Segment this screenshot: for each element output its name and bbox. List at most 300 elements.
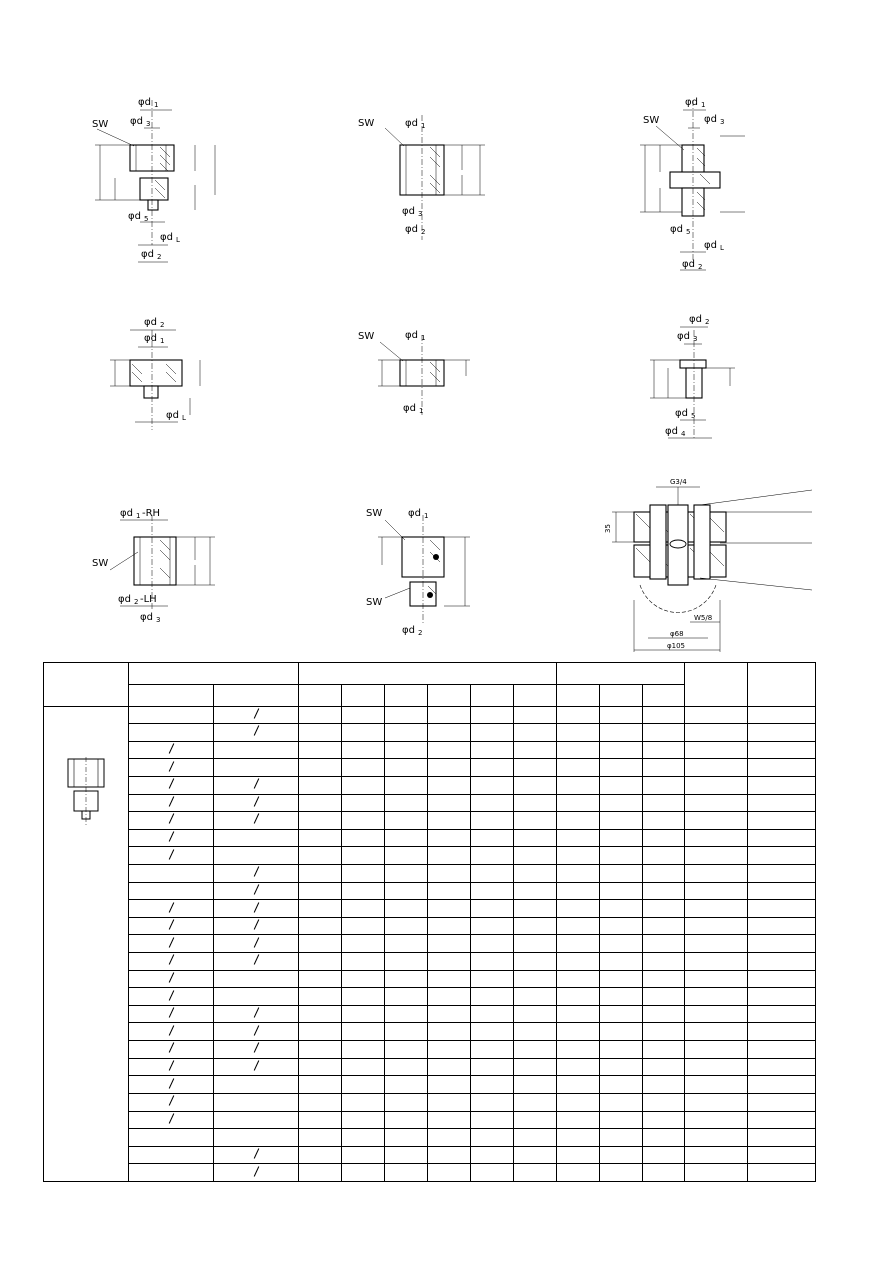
table-cell [471, 900, 514, 918]
svg-text:2: 2 [157, 253, 162, 261]
slash-mark [168, 1043, 174, 1053]
table-cell [471, 1023, 514, 1041]
table-cell [557, 900, 600, 918]
svg-text:SW: SW [92, 558, 109, 569]
table-cell [600, 882, 643, 900]
table-cell [748, 1005, 816, 1023]
table-cell [557, 759, 600, 777]
table-cell [685, 847, 748, 865]
table-cell [600, 741, 643, 759]
table-cell [514, 741, 557, 759]
table-cell [643, 759, 685, 777]
svg-text:φd: φd [144, 317, 157, 328]
slash-mark [168, 1060, 174, 1070]
slash-mark [253, 726, 259, 736]
table-cell [342, 917, 385, 935]
svg-text:L: L [176, 236, 180, 244]
table-cell [428, 1129, 471, 1147]
table-cell [557, 1111, 600, 1129]
table-cell [471, 1005, 514, 1023]
fitting-thumbnail-icon [66, 757, 106, 827]
svg-text:1: 1 [419, 407, 424, 415]
table-row [44, 847, 816, 865]
slash-mark [168, 831, 174, 841]
table-cell [685, 1164, 748, 1182]
table-cell [685, 759, 748, 777]
table-cell [428, 900, 471, 918]
table-cell [643, 882, 685, 900]
slash-mark [253, 814, 259, 824]
table-cell [643, 970, 685, 988]
table-cell [748, 1164, 816, 1182]
table-cell [748, 1023, 816, 1041]
table-cell [385, 970, 428, 988]
table-cell [514, 1093, 557, 1111]
table-cell [600, 970, 643, 988]
slash-mark [168, 902, 174, 912]
product-thumbnail-cell [44, 706, 129, 1182]
table-cell [428, 1164, 471, 1182]
table-cell [557, 1146, 600, 1164]
table-row [44, 917, 816, 935]
table-cell [748, 1129, 816, 1147]
table-cell [514, 953, 557, 971]
table-cell [514, 864, 557, 882]
table-cell [214, 759, 299, 777]
table-cell [643, 917, 685, 935]
table-cell [557, 882, 600, 900]
table-cell [385, 776, 428, 794]
table-cell [342, 1023, 385, 1041]
table-cell [471, 829, 514, 847]
table-cell [428, 759, 471, 777]
svg-text:1: 1 [421, 334, 426, 342]
table-row [44, 759, 816, 777]
table-cell [557, 829, 600, 847]
table-cell [471, 1146, 514, 1164]
table-cell [557, 953, 600, 971]
svg-text:1: 1 [136, 512, 141, 520]
table-cell [643, 1023, 685, 1041]
table-cell [748, 900, 816, 918]
table-cell [557, 706, 600, 724]
table-cell [214, 970, 299, 988]
slash-mark [168, 779, 174, 789]
table-cell [514, 917, 557, 935]
table-cell [299, 1129, 342, 1147]
table-cell [643, 847, 685, 865]
table-cell [342, 1076, 385, 1094]
table-cell [299, 1076, 342, 1094]
table-cell [214, 882, 299, 900]
table-cell [129, 917, 214, 935]
table-cell [643, 724, 685, 742]
table-cell [471, 776, 514, 794]
table-cell [471, 847, 514, 865]
table-cell [342, 935, 385, 953]
table-cell [428, 953, 471, 971]
table-cell [748, 935, 816, 953]
drawing-union [358, 115, 485, 240]
table-cell [385, 953, 428, 971]
table-cell [385, 1058, 428, 1076]
table-cell [342, 1164, 385, 1182]
table-cell [643, 812, 685, 830]
table-cell [557, 988, 600, 1006]
table-cell [643, 1146, 685, 1164]
header-row-1 [44, 663, 816, 685]
table-cell [299, 794, 342, 812]
table-cell [342, 812, 385, 830]
svg-text:3: 3 [693, 335, 698, 343]
table-cell [643, 1005, 685, 1023]
table-cell [299, 882, 342, 900]
table-cell [342, 794, 385, 812]
slash-mark [168, 1096, 174, 1106]
table-row [44, 1111, 816, 1129]
table-cell [643, 741, 685, 759]
table-cell [471, 953, 514, 971]
table-cell [600, 1058, 643, 1076]
table-cell [214, 1023, 299, 1041]
svg-text:φd: φd [128, 211, 141, 222]
table-cell [600, 1129, 643, 1147]
drawing-turnbuckle [92, 508, 215, 624]
table-cell [471, 1058, 514, 1076]
table-cell [385, 706, 428, 724]
table-cell [600, 759, 643, 777]
table-cell [557, 776, 600, 794]
svg-text:φd: φd [402, 206, 415, 217]
table-cell [214, 864, 299, 882]
table-cell [385, 864, 428, 882]
table-cell [643, 1058, 685, 1076]
table-cell [514, 1023, 557, 1041]
slash-mark [253, 779, 259, 789]
table-cell [428, 829, 471, 847]
table-cell [385, 1076, 428, 1094]
table-cell [214, 812, 299, 830]
slash-mark [168, 761, 174, 771]
table-cell [514, 1005, 557, 1023]
table-cell [643, 1129, 685, 1147]
table-cell [299, 776, 342, 794]
table-cell [342, 1093, 385, 1111]
table-cell [129, 970, 214, 988]
table-cell [385, 1111, 428, 1129]
table-cell [299, 1005, 342, 1023]
table-cell [643, 1164, 685, 1182]
table-cell [748, 1076, 816, 1094]
table-cell [385, 759, 428, 777]
table-cell [214, 1146, 299, 1164]
svg-text:2: 2 [698, 263, 703, 271]
table-cell [129, 706, 214, 724]
table-cell [299, 1093, 342, 1111]
drawing-mounting-block [604, 478, 812, 652]
table-cell [342, 900, 385, 918]
table-cell [385, 741, 428, 759]
table-cell [600, 864, 643, 882]
table-cell [471, 794, 514, 812]
table-cell [685, 1129, 748, 1147]
table-cell [514, 724, 557, 742]
table-cell [299, 953, 342, 971]
specification-table [43, 662, 816, 1182]
table-cell [342, 970, 385, 988]
table-cell [129, 1093, 214, 1111]
table-cell [514, 847, 557, 865]
drawing-elbow [366, 508, 470, 637]
table-cell [600, 1146, 643, 1164]
table-cell [557, 794, 600, 812]
slash-mark [168, 1025, 174, 1035]
table-cell [557, 917, 600, 935]
table-cell [129, 759, 214, 777]
table-cell [214, 741, 299, 759]
slash-mark [253, 919, 259, 929]
table-cell [299, 706, 342, 724]
table-cell [214, 1058, 299, 1076]
table-row [44, 970, 816, 988]
slash-mark [253, 884, 259, 894]
table-row [44, 1146, 816, 1164]
table-cell [428, 917, 471, 935]
table-cell [428, 776, 471, 794]
table-cell [299, 1041, 342, 1059]
table-cell [129, 1146, 214, 1164]
table-cell [685, 724, 748, 742]
table-cell [428, 741, 471, 759]
table-cell [685, 1146, 748, 1164]
table-cell [299, 988, 342, 1006]
table-cell [214, 1164, 299, 1182]
svg-text:L: L [720, 244, 724, 252]
slash-mark [168, 972, 174, 982]
svg-text:3: 3 [418, 210, 423, 218]
table-row [44, 953, 816, 971]
svg-text:5: 5 [691, 412, 696, 420]
table-cell [557, 1041, 600, 1059]
svg-text:φd: φd [130, 116, 143, 127]
table-cell [471, 882, 514, 900]
table-cell [685, 900, 748, 918]
table-cell [342, 882, 385, 900]
table-cell [685, 1111, 748, 1129]
table-cell [428, 1005, 471, 1023]
table-row [44, 794, 816, 812]
table-cell [643, 794, 685, 812]
table-row [44, 1023, 816, 1041]
table-cell [685, 1023, 748, 1041]
table-cell [471, 1041, 514, 1059]
svg-text:G3/4: G3/4 [670, 478, 687, 486]
table-cell [385, 917, 428, 935]
slash-mark [253, 1025, 259, 1035]
svg-text:L: L [182, 414, 186, 422]
table-cell [748, 829, 816, 847]
svg-text:φd: φd [138, 97, 151, 108]
table-cell [685, 988, 748, 1006]
table-cell [600, 1111, 643, 1129]
drawing-adapter [92, 97, 215, 262]
table-cell [471, 970, 514, 988]
table-cell [129, 900, 214, 918]
table-cell [643, 1076, 685, 1094]
svg-text:SW: SW [358, 118, 375, 129]
svg-text:φd: φd [160, 232, 173, 243]
table-cell [557, 1164, 600, 1182]
header-cell-dims-b [557, 663, 685, 685]
svg-text:1: 1 [160, 337, 165, 345]
table-cell [748, 724, 816, 742]
table-cell [600, 1005, 643, 1023]
svg-text:φd: φd [140, 612, 153, 623]
table-cell [557, 847, 600, 865]
table-cell [428, 724, 471, 742]
table-cell [129, 724, 214, 742]
table-cell [428, 1093, 471, 1111]
svg-text:-LH: -LH [140, 594, 157, 605]
svg-text:W5/8: W5/8 [694, 614, 713, 622]
table-cell [214, 1111, 299, 1129]
table-cell [685, 1041, 748, 1059]
svg-text:φd: φd [665, 426, 678, 437]
table-cell [557, 1058, 600, 1076]
table-cell [557, 724, 600, 742]
table-cell [643, 900, 685, 918]
table-cell [748, 988, 816, 1006]
table-cell [643, 935, 685, 953]
table-cell [600, 1076, 643, 1094]
slash-mark [168, 1078, 174, 1088]
svg-text:φ105: φ105 [667, 642, 685, 650]
slash-mark [253, 1148, 259, 1158]
svg-text:4: 4 [681, 430, 686, 438]
table-row [44, 829, 816, 847]
table-row [44, 1093, 816, 1111]
table-cell [557, 812, 600, 830]
table-cell [428, 706, 471, 724]
drawing-plug [650, 314, 735, 440]
table-cell [643, 1093, 685, 1111]
table-cell [557, 741, 600, 759]
svg-text:φd: φd [141, 249, 154, 260]
table-cell [557, 1129, 600, 1147]
table-cell [600, 812, 643, 830]
table-cell [428, 935, 471, 953]
table-cell [685, 1093, 748, 1111]
table-cell [428, 988, 471, 1006]
table-cell [214, 724, 299, 742]
table-cell [129, 882, 214, 900]
table-cell [600, 794, 643, 812]
table-cell [600, 917, 643, 935]
table-cell [342, 1041, 385, 1059]
table-cell [748, 847, 816, 865]
table-cell [514, 706, 557, 724]
table-cell [428, 1023, 471, 1041]
table-row [44, 882, 816, 900]
table-cell [685, 706, 748, 724]
table-cell [214, 988, 299, 1006]
table-cell [557, 864, 600, 882]
table-cell [342, 1129, 385, 1147]
slash-mark [253, 1060, 259, 1070]
table-cell [514, 935, 557, 953]
table-row [44, 724, 816, 742]
table-cell [214, 847, 299, 865]
slash-mark [168, 990, 174, 1000]
table-cell [299, 847, 342, 865]
header-cell-dims-a [299, 663, 557, 685]
table-cell [514, 829, 557, 847]
table-cell [299, 759, 342, 777]
drawing-bulkhead [640, 97, 745, 271]
table-cell [299, 935, 342, 953]
table-cell [600, 1164, 643, 1182]
table-cell [600, 953, 643, 971]
svg-text:φd: φd [403, 403, 416, 414]
table-cell [685, 917, 748, 935]
svg-text:5: 5 [686, 228, 691, 236]
svg-text:3: 3 [156, 616, 161, 624]
slash-mark [253, 1043, 259, 1053]
table-cell [129, 812, 214, 830]
table-cell [557, 970, 600, 988]
table-cell [342, 1146, 385, 1164]
table-cell [471, 864, 514, 882]
svg-text:φd: φd [118, 594, 131, 605]
table-row [44, 864, 816, 882]
table-cell [385, 724, 428, 742]
svg-text:φd: φd [402, 625, 415, 636]
table-cell [600, 776, 643, 794]
table-cell [600, 900, 643, 918]
table-cell [685, 1005, 748, 1023]
table-cell [685, 953, 748, 971]
table-cell [514, 794, 557, 812]
table-cell [214, 935, 299, 953]
table-cell [385, 812, 428, 830]
table-cell [385, 794, 428, 812]
table-cell [600, 988, 643, 1006]
table-row [44, 1005, 816, 1023]
table-cell [428, 847, 471, 865]
table-cell [129, 935, 214, 953]
table-cell [643, 864, 685, 882]
table-cell [471, 1164, 514, 1182]
table-cell [299, 917, 342, 935]
table-cell [643, 1111, 685, 1129]
header-cell-order [748, 663, 816, 707]
table-cell [471, 917, 514, 935]
table-cell [557, 1076, 600, 1094]
table-cell [685, 970, 748, 988]
table-cell [514, 1164, 557, 1182]
table-cell [129, 1058, 214, 1076]
svg-text:2: 2 [421, 228, 426, 236]
svg-text:2: 2 [418, 629, 423, 637]
table-cell [385, 935, 428, 953]
table-cell [471, 741, 514, 759]
table-cell [385, 1164, 428, 1182]
slash-mark [168, 743, 174, 753]
table-cell [685, 741, 748, 759]
table-cell [685, 794, 748, 812]
table-cell [748, 812, 816, 830]
svg-text:φd: φd [704, 114, 717, 125]
